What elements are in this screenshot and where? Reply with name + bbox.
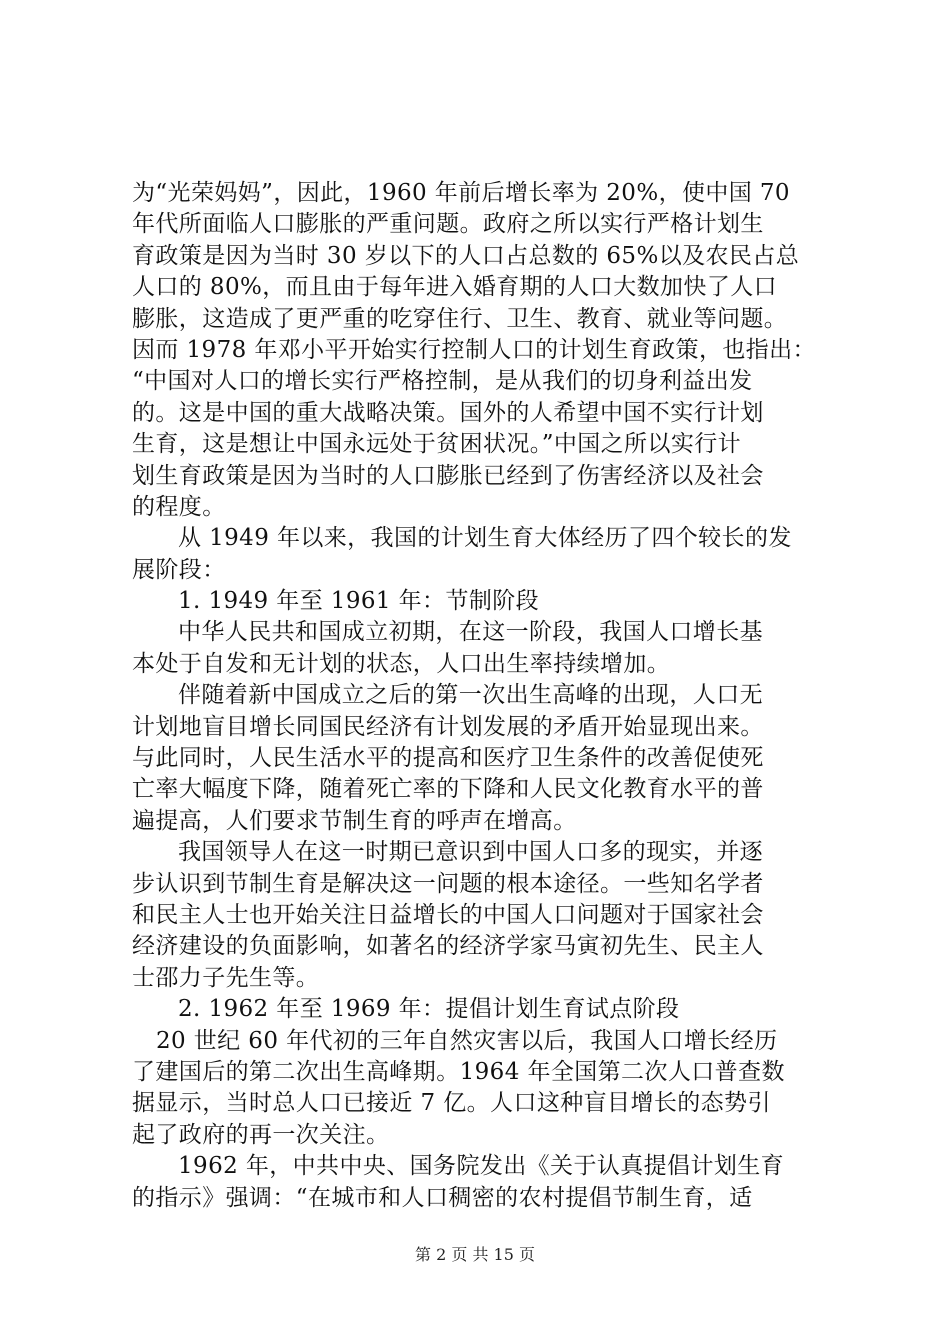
text-line: 起了政府的再一次关注。 <box>132 1121 390 1148</box>
text-line: 为“光荣妈妈”，因此，1960 年前后增长率为 20%，使中国 70 <box>132 180 790 206</box>
body-text <box>132 178 832 1214</box>
text-line: 20 世纪 60 年代初的三年自然灾害以后，我国人口增长经历 <box>156 1027 778 1054</box>
text-line: 的。这是中国的重大战略决策。国外的人希望中国不实行计划 <box>132 399 764 426</box>
text-line: 步认识到节制生育是解决这一问题的根本途径。一些知名学者 <box>132 870 764 897</box>
text-line: 生育，这是想让中国永远处于贫困状况。”中国之所以实行计 <box>132 431 742 458</box>
text-line: “中国对人口的增长实行严格控制，是从我们的切身利益出发 <box>132 368 753 395</box>
page-number-footer: 第 2 页 共 15 页 <box>415 1245 535 1264</box>
text-line: 伴随着新中国成立之后的第一次出生高峰的出现，人口无 <box>178 682 763 709</box>
text-line: 的指示》强调：“在城市和人口稠密的农村提倡节制生育，适 <box>132 1184 753 1211</box>
text-line: 据显示，当时总人口已接近 7 亿。人口这种盲目增长的态势引 <box>132 1090 771 1117</box>
text-line: 中华人民共和国成立初期，在这一阶段，我国人口增长基 <box>178 619 763 646</box>
text-line: 膨胀，这造成了更严重的吃穿住行、卫生、教育、就业等问题。 <box>132 305 788 332</box>
text-line: 亡率大幅度下降，随着死亡率的下降和人民文化教育水平的普 <box>132 776 764 803</box>
text-line: 和民主人士也开始关注日益增长的中国人口问题对于国家社会 <box>132 901 764 928</box>
text-line: 划生育政策是因为当时的人口膨胀已经到了伤害经济以及社会 <box>132 462 764 489</box>
section-heading: 2. 1962 年至 1969 年：提倡计划生育试点阶段 <box>178 996 680 1023</box>
text-line: 本处于自发和无计划的状态，人口出生率持续增加。 <box>132 650 671 677</box>
text-line: 展阶段： <box>132 556 226 583</box>
text-line: 1962 年，中共中央、国务院发出《关于认真提倡计划生育 <box>178 1153 785 1180</box>
text-line: 从 1949 年以来，我国的计划生育大体经历了四个较长的发 <box>178 525 792 552</box>
text-line: 育政策是因为当时 30 岁以下的人口占总数的 65%以及农民占总 <box>132 242 800 269</box>
text-line: 计划地盲目增长同国民经济有计划发展的矛盾开始显现出来。 <box>132 713 764 740</box>
text-line: 士邵力子先生等。 <box>132 964 320 991</box>
text-line: 因而 1978 年邓小平开始实行控制人口的计划生育政策，也指出： <box>132 336 816 363</box>
text-line: 我国领导人在这一时期已意识到中国人口多的现实，并逐 <box>178 839 763 866</box>
text-line: 人口的 80%，而且由于每年进入婚育期的人口大数加快了人口 <box>132 274 778 301</box>
text-line: 年代所面临人口膨胀的严重问题。政府之所以实行严格计划生 <box>132 211 764 238</box>
text-line: 遍提高，人们要求节制生育的呼声在增高。 <box>132 807 577 834</box>
text-line: 了建国后的第二次出生高峰期。1964 年全国第二次人口普查数 <box>132 1058 785 1085</box>
text-line: 经济建设的负面影响，如著名的经济学家马寅初先生、民主人 <box>132 933 764 960</box>
text-line: 与此同时，人民生活水平的提高和医疗卫生条件的改善促使死 <box>132 745 764 772</box>
section-heading: 1. 1949 年至 1961 年：节制阶段 <box>178 588 540 615</box>
text-line: 的程度。 <box>132 493 226 520</box>
